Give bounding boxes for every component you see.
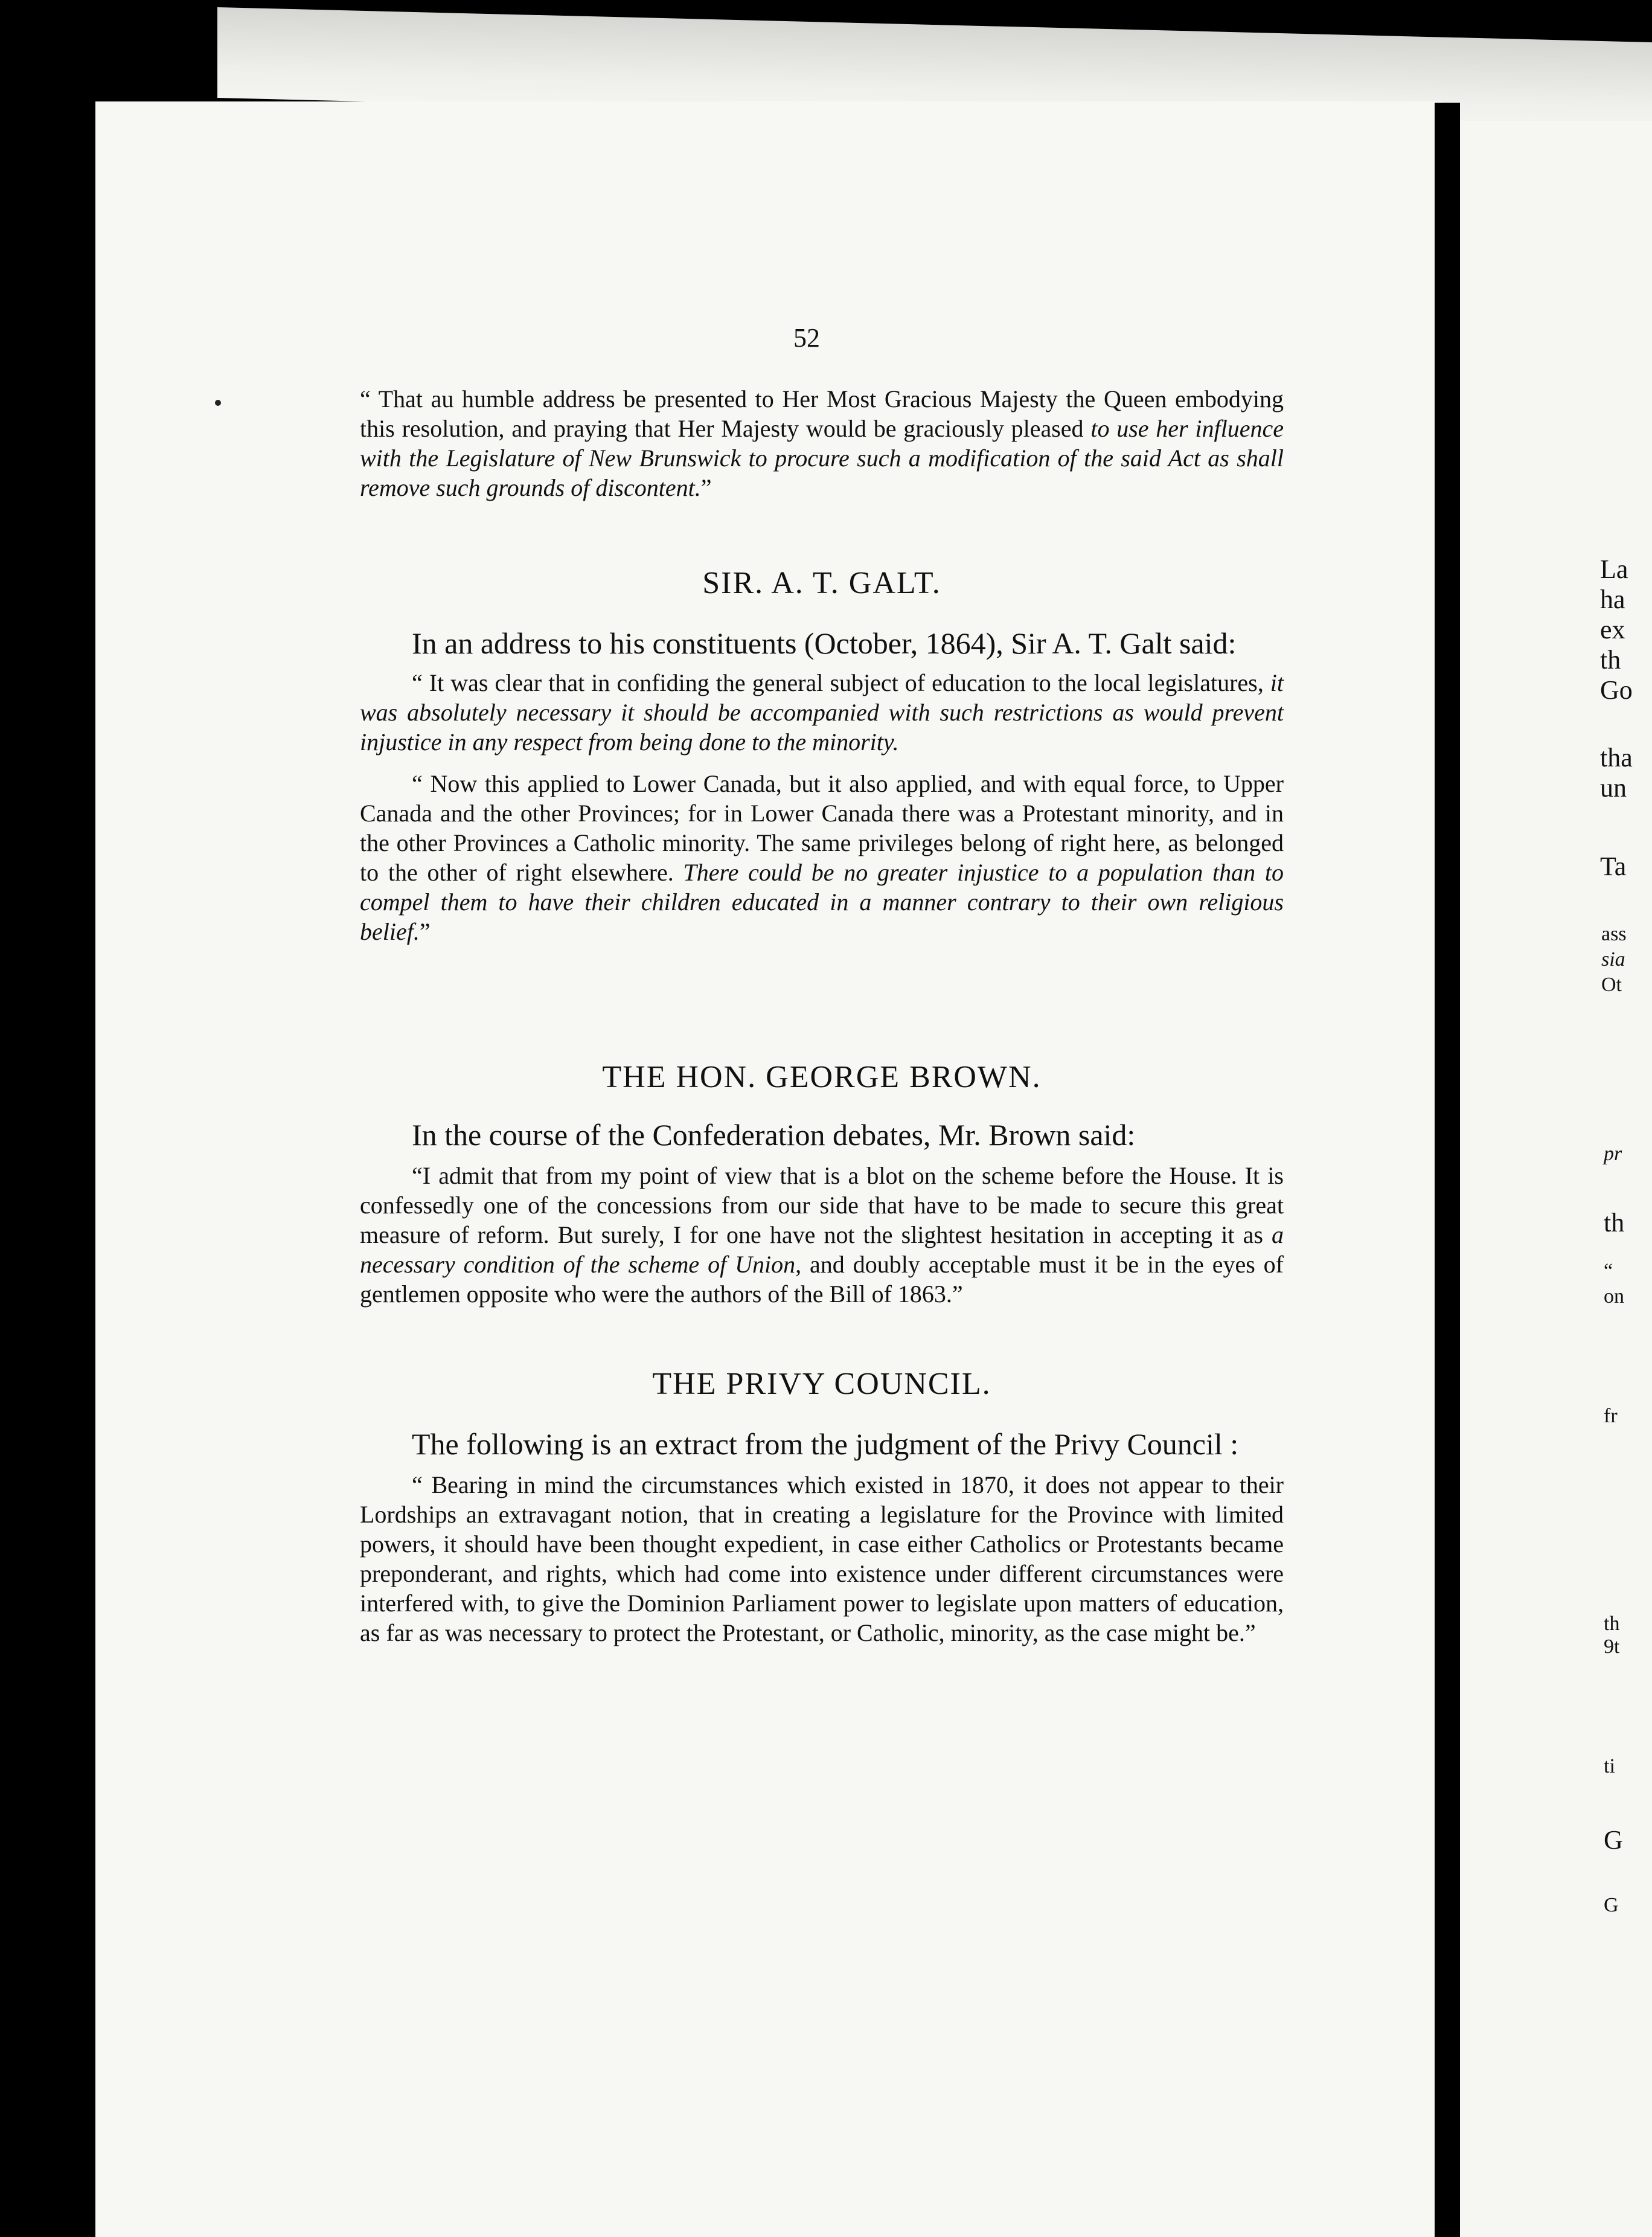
right-fragment: on [1604, 1285, 1624, 1308]
right-fragment: Ta [1600, 852, 1627, 881]
right-fragment: Ot [1601, 974, 1622, 996]
quote-text: “ Now this applied to Lower Canada, but it also applied, and with equal force, to Upper Canada and the other Provinces; for in Lower Canada there was a Protestant minority, and in the other Provinces a Catholic minority. The same privileges belong of right here, as belonged to the other of right elsewhere. [360, 770, 1284, 886]
right-fragment: un [1600, 773, 1627, 803]
galt-quote-2 [360, 769, 1284, 946]
opening-quote-text [360, 384, 1284, 502]
right-fragment: Go [1600, 675, 1633, 705]
quote-close: and doubly acceptable must it be in the eyes of gentlemen opposite who were the authors of the Bill of 1863.” [360, 1251, 1284, 1308]
quote-close: ” [700, 474, 712, 501]
right-page [1460, 121, 1652, 2237]
right-fragment: G [1604, 1894, 1619, 1916]
quote-italic: to use her influence with the Legislature of New Brunswick to procure such a modification of the said Act as shall remove such grounds of discontent. [360, 415, 1284, 501]
quote-italic: a necessary condition of the scheme of Union, [360, 1221, 1284, 1278]
privy-intro: The following is an extract from the judgment of the Privy Council : [412, 1427, 1239, 1461]
galt-intro: In an address to his constituents (October, 1864), Sir A. T. Galt said: [412, 626, 1237, 660]
right-fragment: pr [1604, 1143, 1622, 1165]
right-fragment: ass [1601, 923, 1627, 945]
right-fragment: th [1600, 645, 1621, 675]
ink-speck [215, 400, 221, 406]
brown-quote [360, 1161, 1284, 1309]
privy-quote: “ Bearing in mind the circumstances which existed in 1870, it does not appear to their Lordships an extravagant notion, that in creating a legislature for the Province with limited powers, it should have been thought expedient, in case either Catholics or Protestants became preponderant, and rights, which had come into existence under different circumstances were interfered with, to give the Dominion Parliament power to legislate upon matters of education, as far as was necessary to protect the Protestant, or Catholic, minority, as the case might be.” [360, 1471, 1284, 1646]
heading-galt: SIR. A. T. GALT. [702, 566, 941, 600]
heading-brown: THE HON. GEORGE BROWN. [602, 1060, 1042, 1094]
galt-quote-1 [360, 668, 1284, 757]
quote-text: “ It was clear that in confiding the general subject of education to the local legislatures, [412, 669, 1270, 696]
right-fragment: fr [1604, 1405, 1618, 1427]
right-fragment: sia [1601, 948, 1625, 971]
right-fragment: “ [1604, 1260, 1613, 1282]
quote-text: “ That au humble address be presented to Her Most Gracious Majesty the Queen embodying this resolution, and praying that Her Majesty would be graciously pleased [360, 385, 1284, 442]
heading-privy: THE PRIVY COUNCIL. [652, 1367, 991, 1401]
right-fragment: th [1604, 1613, 1620, 1635]
brown-intro: In the course of the Confederation debates, Mr. Brown said: [412, 1118, 1136, 1152]
right-fragment: G [1604, 1825, 1623, 1855]
page-gutter [1435, 103, 1460, 2237]
right-fragment: 9t [1604, 1635, 1620, 1658]
page-number: 52 [793, 323, 820, 353]
right-fragment: La [1600, 554, 1628, 584]
quote-italic: There could be no greater injustice to a population than to compel them to have their children educated in a manner contrary to their own religious belief. [360, 859, 1284, 945]
galt-section [360, 626, 1284, 946]
opening-quote [360, 384, 1284, 502]
right-fragment: ti [1604, 1755, 1615, 1777]
quote-text: “I admit that from my point of view that is a blot on the scheme before the House. It is confessedly one of the concessions from our side that have to be made to secure this great measure of reform. But surely, I for one have not the slightest hesitation in accepting it as [360, 1162, 1284, 1248]
right-fragment: ex [1600, 615, 1625, 644]
right-fragment: tha [1600, 743, 1633, 772]
privy-section [360, 1427, 1284, 1648]
quote-italic: it was absolutely necessary it should be accompanied with such restrictions as would prevent injustice in any respect from being done to the minority. [360, 669, 1284, 756]
right-fragment: ha [1600, 585, 1625, 614]
right-fragment: th [1604, 1208, 1625, 1237]
quote-close: ” [419, 918, 431, 945]
brown-section [360, 1117, 1284, 1309]
